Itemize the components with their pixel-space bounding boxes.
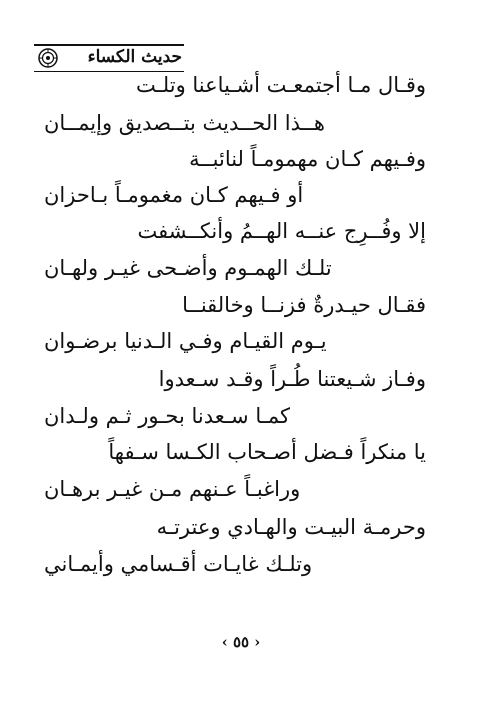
verse-line-12: وراغبـاً عـنهم مـن غيـر برهـان <box>44 477 301 501</box>
verse-line-3: وفـيهم كـان مهمومـاً لنائبــة <box>189 147 426 171</box>
verse-line-9: وفـاز شـيعتنا طُـراً وقـد سـعدوا <box>158 367 426 391</box>
verse-line-13: وحرمـة البيـت والهـادي وعترتـه <box>156 515 426 539</box>
verse-line-8: يـوم القيـام وفـي الـدنيا برضـوان <box>44 329 327 353</box>
verse-line-14: وتلـك غايـات أقـسامي وأيمـاني <box>44 552 313 576</box>
verse-line-10: كمـا سـعدنا بحـور ثـم ولـدان <box>44 404 291 428</box>
verse-line-11: يا منكراً فـضل أصـحاب الكـسا سـفهاً <box>108 440 426 464</box>
verse-line-5: إلا وفُــرِج عنــه الهــمُ وأنكــشفت <box>137 219 426 243</box>
ornament-emblem-icon <box>38 48 58 68</box>
header-top-rule <box>34 44 184 46</box>
verse-line-6: تلـك الهمـوم وأضـحى غيـر ولهـان <box>44 256 332 280</box>
verse-line-2: هــذا الحــديث بتــصديق وإيمــان <box>44 111 326 135</box>
verse-line-4: أو فـيهم كـان مغمومـاً بـاحزان <box>44 183 304 207</box>
verse-line-7: فقـال حيـدرةٌ فزنــا وخالقنــا <box>182 293 426 317</box>
running-header <box>34 38 184 74</box>
header-title: حديث الكساء <box>87 47 182 67</box>
verse-line-1: وقـال مـا أجتمعـت أشـياعنا وتلـت <box>136 73 426 97</box>
page-number: ‹ ٥٥ › <box>221 633 261 651</box>
